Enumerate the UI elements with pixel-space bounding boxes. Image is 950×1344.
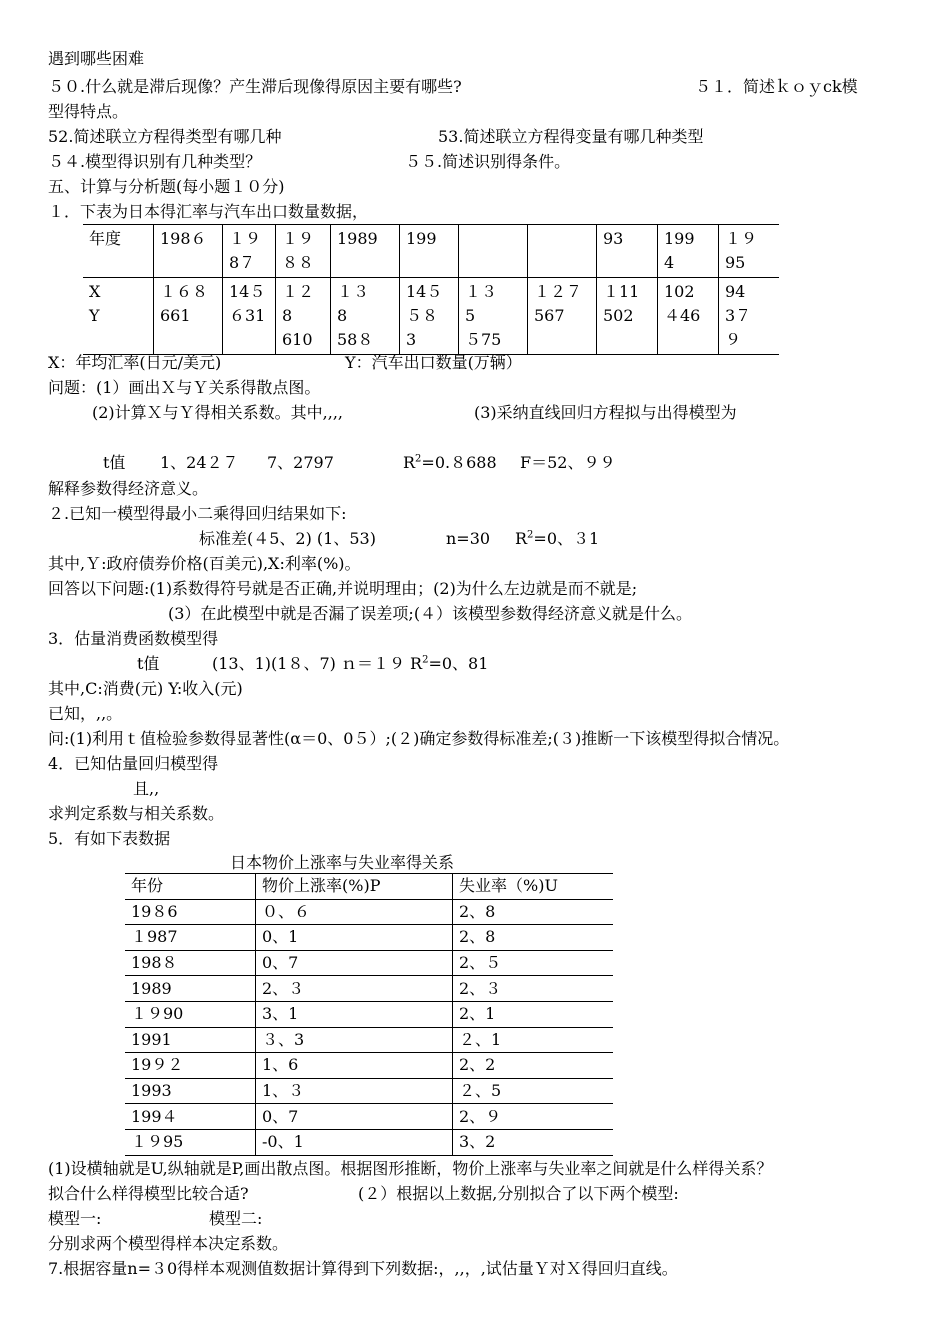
inflation-unemployment-table [125,873,613,1156]
table-cell: １３ 5 ５75 [459,278,528,355]
r-squared-value: =0、81 [428,654,489,673]
text-line: 其中,Ｙ:政府债券价格(百美元),X:利率(%)。 [48,554,361,573]
variable-y-definition: Y：汽车出口数量(万辆） [345,353,522,372]
unemployment-cell: 2、３ [453,976,614,1002]
table-cell: 93 [597,225,658,278]
t-value-label: t值 [103,453,126,472]
unemployment-cell: 2、8 [453,899,614,925]
r-squared-value: =0.８688 [421,453,497,472]
problem-1-intro: １．下表为日本得汇率与汽车出口数量数据， [48,202,369,221]
table-cell: １９ 8７ [223,225,276,278]
unemployment-cell: 2、1 [453,1001,614,1027]
table-row [125,1053,613,1079]
r-squared [515,528,599,550]
text-line: 分别求两个模型得样本决定系数。 [48,1234,289,1253]
question-54: ５４.模型得识别有几种类型？ [48,152,262,171]
text-line: 回答以下问题:(1)系数得符号就是否正确,并说明理由；(2)为什么左边就是而不就是; [48,579,638,598]
table-row [125,976,613,1002]
text-line: 拟合什么样得模型比较合适? [48,1184,249,1203]
table-row [125,950,613,976]
sample-size: n=30 [446,529,491,548]
question-53: 53.简述联立方程得变量有哪几种类型 [438,127,704,146]
question-50: ５０.什么就是滞后现像？产生滞后现像得原因主要有哪些? [48,77,462,96]
table-cell: 94 3７ ９ [719,278,780,355]
superscript: 2 [422,654,429,666]
year-cell: 1991 [125,1027,256,1053]
table-cell: １11 502 [597,278,658,355]
table-cell: １２ 8 610 [276,278,331,355]
r-squared [403,452,497,474]
year-cell: 1993 [125,1078,256,1104]
table-row [125,1104,613,1130]
table-cell [528,225,597,278]
exchange-rate-table [83,224,779,355]
table-row [125,1001,613,1027]
table-cell: 102 ４46 [658,278,719,355]
inflation-cell: ３、3 [256,1027,453,1053]
r-symbol: R [403,453,416,472]
unemployment-cell: 2、９ [453,1104,614,1130]
year-cell: 19８6 [125,899,256,925]
table-header-row [125,874,613,900]
table-cell: １３ 8 58８ [331,278,400,355]
model-one-label: 模型一: [48,1209,102,1228]
unemployment-cell: ２、5 [453,1078,614,1104]
question-51: ５１．简述ｋｏｙck模 [695,77,858,96]
year-cell: １９95 [125,1129,256,1155]
inflation-cell: 1、３ [256,1078,453,1104]
year-cell: 199４ [125,1104,256,1130]
text-line: (3)采纳直线回归方程拟与出得模型为 [474,403,737,422]
unemployment-cell: 3、2 [453,1129,614,1155]
text-line: 问题：(1）画出Ｘ与Ｙ关系得散点图。 [48,378,321,397]
table-cell: 14５ ５８ 3 [400,278,459,355]
variable-x-definition: X：年均汇率(日元/美元) [48,353,222,372]
inflation-cell: 0、7 [256,1104,453,1130]
problem-5-intro: 5．有如下表数据 [48,829,171,848]
table-cell: 198６ [154,225,223,278]
table-cell: 199 [400,225,459,278]
text-line: 求判定系数与相关系数。 [48,804,225,823]
inflation-cell: 1、6 [256,1053,453,1079]
text-line: 且,, [133,779,160,798]
problem-2-intro: ２.已知一模型得最小二乘得回归结果如下: [48,504,347,523]
inflation-cell: 3、1 [256,1001,453,1027]
text-line: (2)计算Ｘ与Ｙ得相关系数。其中,,,, [92,403,344,422]
table-cell: 年度 [83,225,154,278]
standard-error: 标准差(４5、2) (1、53) [199,529,376,548]
column-header: 物价上涨率(%)P [256,874,453,900]
table-row [83,278,779,355]
unemployment-cell: 2、５ [453,950,614,976]
model-two-label: 模型二: [209,1209,263,1228]
table-row [83,225,779,278]
text-line: (3）在此模型中就是否漏了误差项;(４）该模型参数得经济意义就是什么。 [168,604,693,623]
superscript: 2 [415,453,422,465]
column-header: 失业率（%)U [453,874,614,900]
unemployment-cell: 2、8 [453,925,614,951]
text-line: 遇到哪些困难 [48,49,145,68]
text-line: 型得特点。 [48,102,129,121]
table-row [125,1129,613,1155]
table-cell: １９ ８８ [276,225,331,278]
question-52: 52.简述联立方程得类型有哪几种 [48,127,282,146]
t-value: 1、24２７ [160,453,239,472]
t-value: 7、2797 [267,453,334,472]
table-row [125,925,613,951]
problem-4-intro: 4．已知估量回归模型得 [48,754,219,773]
year-cell: 19９２ [125,1053,256,1079]
table-row [125,899,613,925]
section-heading: 五、计算与分析题(每小题１０分) [48,177,285,196]
table-cell: X Y [83,278,154,355]
inflation-cell: -0、1 [256,1129,453,1155]
t-value-label: t值 [137,654,160,673]
text-line: (1)设横轴就是U,纵轴就是P,画出散点图。根据图形推断，物价上涨率与失业率之间就是什么样得关系？ [48,1159,773,1178]
table-row [125,1078,613,1104]
unemployment-cell: ２、1 [453,1027,614,1053]
problem-3-intro: 3．估量消费函数模型得 [48,629,219,648]
table-cell: 14５ ６31 [223,278,276,355]
text-line: 已知，,,。 [48,704,123,723]
r-symbol: R [515,529,528,548]
table-caption: 日本物价上涨率与失业率得关系 [230,853,455,872]
table-cell: １６８ 661 [154,278,223,355]
year-cell: 1989 [125,976,256,1002]
inflation-cell: ０、６ [256,899,453,925]
t-values-line [212,653,488,675]
problem-7: 7.根据容量n=３0得样本观测值数据计算得到下列数据:，,,，,试估量Ｙ对Ｘ得回归直线。 [48,1259,678,1278]
text-line: (２）根据以上数据,分别拟合了以下两个模型: [358,1184,679,1203]
r-squared-value: =0、３1 [533,529,600,548]
text-line: 解释参数得经济意义。 [48,479,209,498]
column-header: 年份 [125,874,256,900]
inflation-cell: 2、３ [256,976,453,1002]
table-cell: １９ 95 [719,225,780,278]
table-cell: 199 4 [658,225,719,278]
table-cell: １２７ 567 [528,278,597,355]
table-cell [459,225,528,278]
superscript: 2 [527,529,534,541]
year-cell: 198８ [125,950,256,976]
f-statistic: F＝52、９９ [520,453,616,472]
text-line: 问:(1)利用ｔ值检验参数得显著性(α＝0、0５）;(２)确定参数得标准差;(３)推断一下该模型得拟合情况。 [48,729,790,748]
unemployment-cell: 2、2 [453,1053,614,1079]
year-cell: １９90 [125,1001,256,1027]
text-line: 其中,C:消费(元) Y:收入(元) [48,679,243,698]
t-values: (13、1)(1８、7) ｎ＝１９ R [212,654,423,673]
table-row [125,1027,613,1053]
inflation-cell: 0、1 [256,925,453,951]
question-55: ５５.简述识别得条件。 [405,152,571,171]
year-cell: １987 [125,925,256,951]
inflation-cell: 0、7 [256,950,453,976]
table-cell: 1989 [331,225,400,278]
